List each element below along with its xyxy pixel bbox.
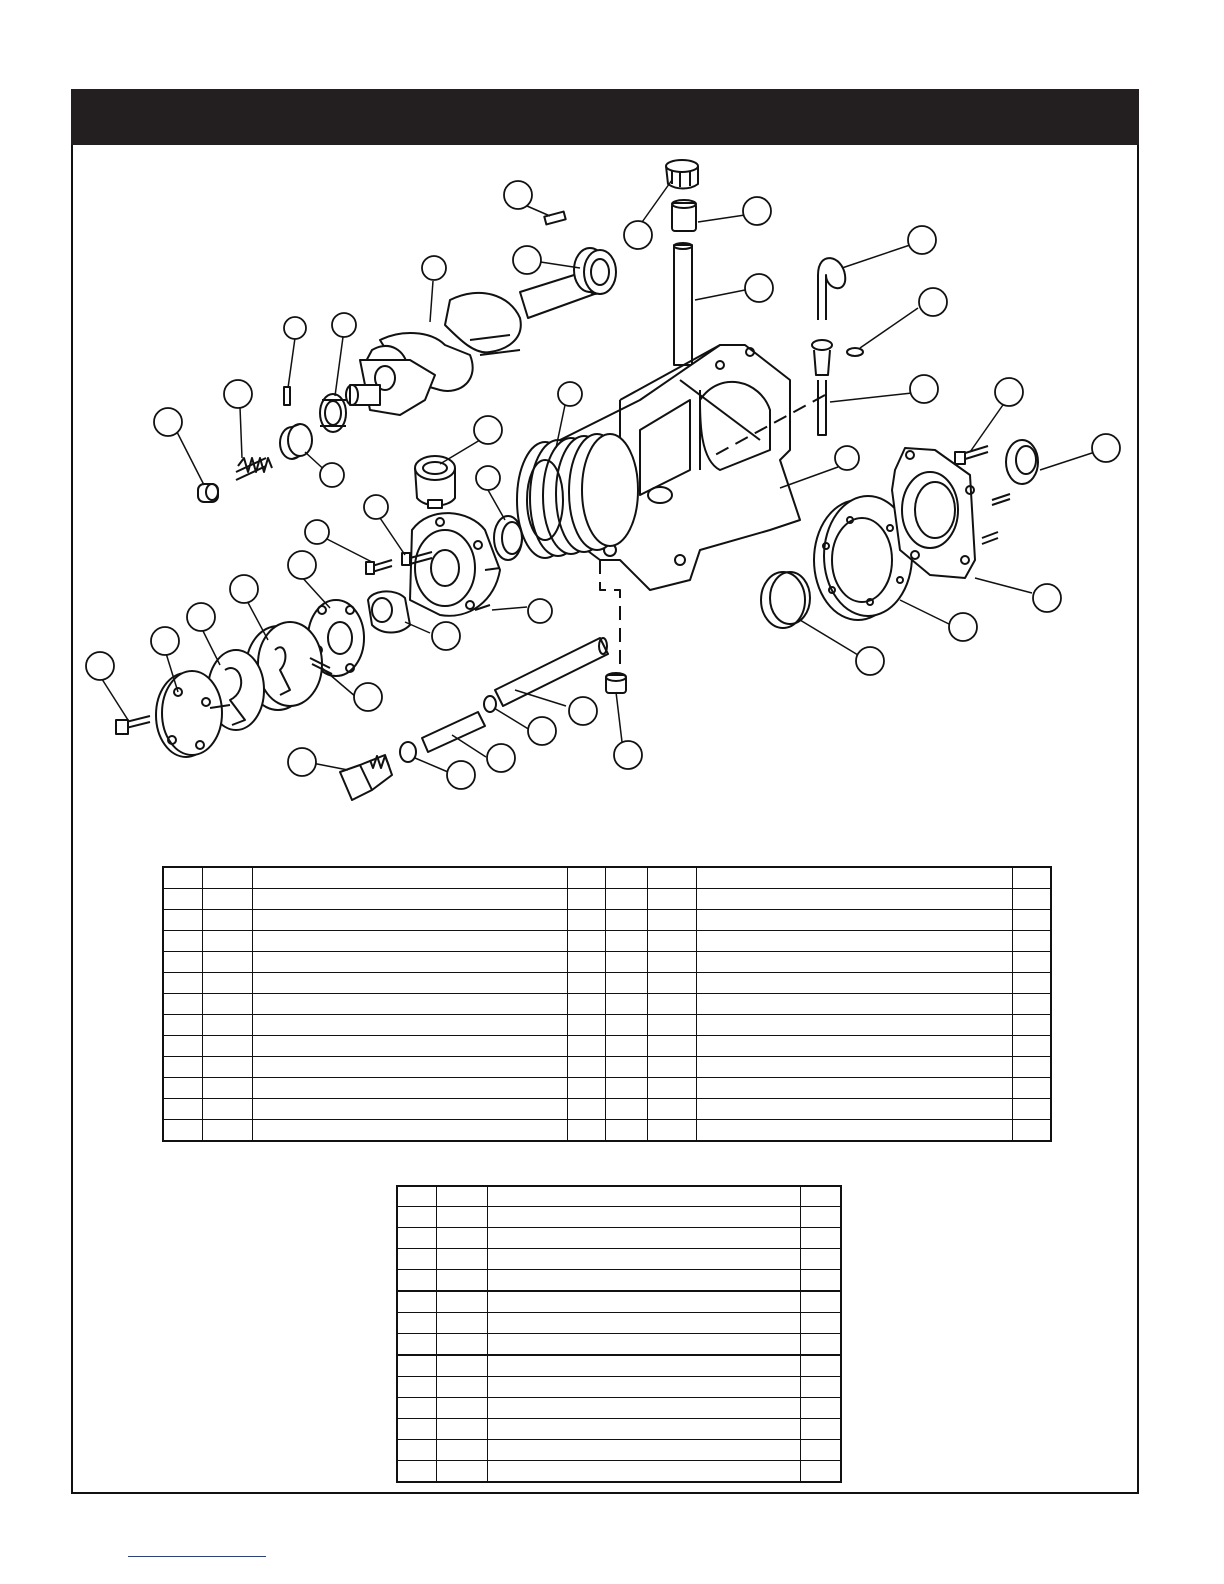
table-cell bbox=[397, 1228, 437, 1249]
table-cell bbox=[697, 994, 1012, 1015]
key-small-part bbox=[544, 212, 565, 225]
table-cell bbox=[567, 1078, 606, 1099]
oring-small-part bbox=[400, 742, 416, 762]
table-cell bbox=[1012, 994, 1051, 1015]
callout-circle bbox=[856, 647, 884, 675]
table-cell bbox=[567, 1057, 606, 1078]
table-cell bbox=[253, 973, 567, 994]
table-cell bbox=[697, 973, 1012, 994]
table-cell bbox=[606, 994, 648, 1015]
table-cell bbox=[203, 994, 253, 1015]
table-cell bbox=[397, 1355, 437, 1377]
table-cell bbox=[606, 952, 648, 973]
table-cell bbox=[203, 1036, 253, 1057]
callout-circle bbox=[745, 274, 773, 302]
table-row bbox=[163, 1015, 1051, 1036]
drain-plug-part bbox=[340, 755, 392, 800]
table-row bbox=[397, 1249, 841, 1270]
table-cell bbox=[397, 1461, 437, 1483]
table-cell bbox=[437, 1398, 488, 1419]
table-cell bbox=[203, 1078, 253, 1099]
table-cell bbox=[800, 1270, 841, 1292]
callout-circle bbox=[288, 748, 316, 776]
table-cell bbox=[163, 952, 203, 973]
piston-part bbox=[415, 456, 455, 508]
table-cell bbox=[203, 931, 253, 952]
table-cell bbox=[606, 910, 648, 931]
table-cell bbox=[203, 910, 253, 931]
callout-circle bbox=[422, 256, 446, 280]
table-cell bbox=[488, 1355, 801, 1377]
table-cell bbox=[488, 1249, 801, 1270]
table-row bbox=[397, 1377, 841, 1398]
table-cell bbox=[163, 1078, 203, 1099]
seal-ring-part bbox=[494, 516, 522, 560]
tube-long-part bbox=[495, 638, 608, 706]
table-cell bbox=[203, 1015, 253, 1036]
callout-circle bbox=[528, 599, 552, 623]
callout-circle bbox=[487, 744, 515, 772]
callout-circle bbox=[320, 463, 344, 487]
table-cell bbox=[648, 867, 697, 889]
callout-circle bbox=[1092, 434, 1120, 462]
table-cell bbox=[648, 1078, 697, 1099]
table-cell bbox=[1012, 867, 1051, 889]
callout-circle bbox=[332, 313, 356, 337]
table-cell bbox=[437, 1249, 488, 1270]
table-cell bbox=[800, 1249, 841, 1270]
table-cell bbox=[800, 1207, 841, 1228]
exploded-parts-diagram bbox=[73, 146, 1137, 846]
table-cell bbox=[397, 1334, 437, 1356]
table-cell bbox=[253, 867, 567, 889]
callout-circle bbox=[1033, 584, 1061, 612]
table-cell bbox=[437, 1440, 488, 1461]
screw-a-part bbox=[366, 560, 392, 574]
table-cell bbox=[697, 867, 1012, 889]
table-cell bbox=[253, 889, 567, 910]
table-cell bbox=[567, 910, 606, 931]
table-cell bbox=[697, 1015, 1012, 1036]
table-cell bbox=[1012, 952, 1051, 973]
callout-circle bbox=[154, 408, 182, 436]
table-cell bbox=[648, 952, 697, 973]
table-row bbox=[397, 1207, 841, 1228]
callout-circle bbox=[908, 226, 936, 254]
table-cell bbox=[1012, 1036, 1051, 1057]
table-cell bbox=[163, 889, 203, 910]
table-cell bbox=[163, 931, 203, 952]
bearing-cup-part bbox=[761, 572, 810, 628]
table-cell bbox=[697, 1036, 1012, 1057]
callout-circle bbox=[474, 416, 502, 444]
table-cell bbox=[253, 994, 567, 1015]
table-cell bbox=[488, 1186, 801, 1207]
table-cell bbox=[697, 1099, 1012, 1120]
callout-circle bbox=[624, 221, 652, 249]
table-row bbox=[397, 1355, 841, 1377]
table-cell bbox=[567, 952, 606, 973]
callout-circle bbox=[743, 197, 771, 225]
table-cell bbox=[648, 910, 697, 931]
oil-seal-part bbox=[1006, 440, 1038, 484]
table-cell bbox=[203, 973, 253, 994]
table-cell bbox=[606, 1015, 648, 1036]
callout-circle bbox=[919, 288, 947, 316]
table-cell bbox=[203, 1099, 253, 1120]
table-cell bbox=[163, 994, 203, 1015]
table-cell bbox=[606, 1078, 648, 1099]
table-cell bbox=[163, 1036, 203, 1057]
callout-circle bbox=[569, 697, 597, 725]
callout-circle bbox=[835, 446, 859, 470]
parts-list-table-secondary bbox=[396, 1185, 842, 1483]
table-cell bbox=[437, 1207, 488, 1228]
table-row bbox=[163, 889, 1051, 910]
table-cell bbox=[163, 973, 203, 994]
table-cell bbox=[437, 1334, 488, 1356]
callout-circle bbox=[614, 741, 642, 769]
table-cell bbox=[606, 1120, 648, 1142]
table-cell bbox=[163, 1099, 203, 1120]
callout-circle bbox=[224, 380, 252, 408]
table-cell bbox=[163, 867, 203, 889]
table-cell bbox=[697, 1057, 1012, 1078]
cylinder-part bbox=[517, 434, 638, 558]
table-row bbox=[163, 952, 1051, 973]
table-cell bbox=[697, 952, 1012, 973]
table-cell bbox=[648, 973, 697, 994]
table-row bbox=[163, 1078, 1051, 1099]
table-cell bbox=[697, 931, 1012, 952]
table-cell bbox=[488, 1313, 801, 1334]
table-cell bbox=[253, 1057, 567, 1078]
callout-circle bbox=[354, 683, 382, 711]
main-bearing-part bbox=[574, 248, 616, 294]
table-cell bbox=[606, 867, 648, 889]
table-cell bbox=[697, 889, 1012, 910]
table-cell bbox=[163, 910, 203, 931]
table-row bbox=[397, 1461, 841, 1483]
callout-circle bbox=[447, 761, 475, 789]
table-cell bbox=[800, 1398, 841, 1419]
filler-tube-part bbox=[674, 243, 692, 365]
callout-circle bbox=[305, 520, 329, 544]
callout-circle bbox=[364, 495, 388, 519]
table-cell bbox=[1012, 1057, 1051, 1078]
dipstick-part bbox=[812, 258, 845, 435]
table-cell bbox=[203, 867, 253, 889]
table-cell bbox=[800, 1461, 841, 1483]
table-cell bbox=[488, 1228, 801, 1249]
table-cell bbox=[697, 1078, 1012, 1099]
table-cell bbox=[1012, 973, 1051, 994]
table-cell bbox=[800, 1291, 841, 1313]
table-cell bbox=[800, 1228, 841, 1249]
table-cell bbox=[488, 1377, 801, 1398]
filler-cap-part bbox=[666, 160, 698, 189]
table-cell bbox=[437, 1377, 488, 1398]
table-row bbox=[163, 931, 1051, 952]
table-cell bbox=[1012, 1099, 1051, 1120]
callout-circle bbox=[528, 717, 556, 745]
bolt-part bbox=[116, 716, 150, 734]
table-cell bbox=[203, 1120, 253, 1142]
table-cell bbox=[163, 1015, 203, 1036]
footer-link[interactable] bbox=[128, 1556, 266, 1557]
table-row bbox=[397, 1186, 841, 1207]
table-cell bbox=[253, 1120, 567, 1142]
table-cell bbox=[203, 889, 253, 910]
table-cell bbox=[800, 1355, 841, 1377]
spring-part bbox=[236, 458, 272, 480]
callout-circle bbox=[187, 603, 215, 631]
table-cell bbox=[488, 1461, 801, 1483]
table-cell bbox=[800, 1186, 841, 1207]
table-cell bbox=[253, 1078, 567, 1099]
table-cell bbox=[488, 1270, 801, 1292]
table-cell bbox=[567, 1036, 606, 1057]
table-cell bbox=[1012, 889, 1051, 910]
callout-circle bbox=[476, 466, 500, 490]
cap-screw-b-part bbox=[982, 494, 1010, 544]
table-cell bbox=[800, 1419, 841, 1440]
callout-circle bbox=[949, 613, 977, 641]
table-cell bbox=[437, 1461, 488, 1483]
table-cell bbox=[606, 1057, 648, 1078]
table-cell bbox=[697, 1120, 1012, 1142]
key-part bbox=[284, 387, 290, 405]
table-cell bbox=[567, 889, 606, 910]
table-cell bbox=[397, 1249, 437, 1270]
callout-circle bbox=[558, 382, 582, 406]
table-cell bbox=[253, 1036, 567, 1057]
table-row bbox=[163, 867, 1051, 889]
tube-short-part bbox=[422, 712, 485, 752]
table-row bbox=[163, 1120, 1051, 1142]
table-cell bbox=[1012, 1015, 1051, 1036]
table-cell bbox=[437, 1419, 488, 1440]
table-row bbox=[397, 1440, 841, 1461]
ring-clip-part bbox=[484, 696, 496, 712]
table-row bbox=[397, 1313, 841, 1334]
table-row bbox=[163, 910, 1051, 931]
table-cell bbox=[397, 1398, 437, 1419]
table-cell bbox=[488, 1440, 801, 1461]
table-cell bbox=[253, 1099, 567, 1120]
crank-gear-part bbox=[320, 394, 346, 432]
table-cell bbox=[397, 1419, 437, 1440]
fitting-part bbox=[606, 673, 626, 693]
table-row bbox=[397, 1228, 841, 1249]
table-cell bbox=[397, 1186, 437, 1207]
table-cell bbox=[800, 1334, 841, 1356]
table-cell bbox=[253, 910, 567, 931]
table-cell bbox=[606, 973, 648, 994]
table-row bbox=[397, 1398, 841, 1419]
table-cell bbox=[397, 1291, 437, 1313]
callout-circle bbox=[288, 551, 316, 579]
table-cell bbox=[567, 994, 606, 1015]
table-cell bbox=[648, 931, 697, 952]
table-cell bbox=[488, 1398, 801, 1419]
coupling-part bbox=[368, 591, 410, 632]
pump-housing-part bbox=[410, 513, 500, 616]
table-cell bbox=[397, 1313, 437, 1334]
table-cell bbox=[437, 1228, 488, 1249]
o-ring-part bbox=[847, 348, 863, 356]
table-cell bbox=[253, 952, 567, 973]
table-cell bbox=[606, 1036, 648, 1057]
table-cell bbox=[606, 889, 648, 910]
table-cell bbox=[253, 1015, 567, 1036]
table-cell bbox=[437, 1270, 488, 1292]
table-row bbox=[397, 1334, 841, 1356]
sleeve-part bbox=[672, 200, 696, 231]
table-cell bbox=[397, 1377, 437, 1398]
table-cell bbox=[800, 1440, 841, 1461]
callout-circle bbox=[995, 378, 1023, 406]
callout-circle bbox=[86, 652, 114, 680]
callout-circle bbox=[910, 375, 938, 403]
plunger-part bbox=[198, 484, 218, 502]
callout-circle bbox=[284, 317, 306, 339]
table-cell bbox=[253, 931, 567, 952]
table-row bbox=[397, 1419, 841, 1440]
table-cell bbox=[1012, 1078, 1051, 1099]
callout-circle bbox=[513, 246, 541, 274]
table-cell bbox=[567, 867, 606, 889]
table-cell bbox=[397, 1207, 437, 1228]
table-cell bbox=[203, 1057, 253, 1078]
table-cell bbox=[567, 1015, 606, 1036]
table-cell bbox=[1012, 931, 1051, 952]
table-cell bbox=[606, 931, 648, 952]
callout-circle bbox=[151, 627, 179, 655]
table-cell bbox=[163, 1120, 203, 1142]
table-cell bbox=[648, 1057, 697, 1078]
table-cell bbox=[488, 1419, 801, 1440]
table-row bbox=[163, 1057, 1051, 1078]
table-cell bbox=[800, 1377, 841, 1398]
table-cell bbox=[648, 1036, 697, 1057]
table-cell bbox=[437, 1313, 488, 1334]
table-cell bbox=[606, 1099, 648, 1120]
table-cell bbox=[397, 1440, 437, 1461]
title-bar bbox=[71, 89, 1139, 145]
table-cell bbox=[567, 973, 606, 994]
table-row bbox=[163, 994, 1051, 1015]
table-cell bbox=[648, 889, 697, 910]
table-cell bbox=[203, 952, 253, 973]
table-cell bbox=[648, 1120, 697, 1142]
table-cell bbox=[488, 1207, 801, 1228]
table-row bbox=[163, 1099, 1051, 1120]
table-cell bbox=[567, 1099, 606, 1120]
table-cell bbox=[437, 1186, 488, 1207]
table-row bbox=[163, 1036, 1051, 1057]
table-cell bbox=[1012, 910, 1051, 931]
table-row bbox=[397, 1291, 841, 1313]
table-cell bbox=[488, 1334, 801, 1356]
table-row bbox=[163, 973, 1051, 994]
callout-circle bbox=[504, 181, 532, 209]
table-cell bbox=[488, 1291, 801, 1313]
callout-circle bbox=[230, 575, 258, 603]
table-cell bbox=[648, 994, 697, 1015]
table-cell bbox=[648, 1015, 697, 1036]
table-cell bbox=[567, 931, 606, 952]
parts-list-table-main bbox=[162, 866, 1052, 1142]
callout-circle bbox=[432, 622, 460, 650]
table-row bbox=[397, 1270, 841, 1292]
table-cell bbox=[437, 1291, 488, 1313]
table-cell bbox=[567, 1120, 606, 1142]
table-cell bbox=[697, 910, 1012, 931]
table-cell bbox=[397, 1270, 437, 1292]
table-cell bbox=[1012, 1120, 1051, 1142]
table-cell bbox=[163, 1057, 203, 1078]
table-cell bbox=[800, 1313, 841, 1334]
table-cell bbox=[648, 1099, 697, 1120]
table-cell bbox=[437, 1355, 488, 1377]
